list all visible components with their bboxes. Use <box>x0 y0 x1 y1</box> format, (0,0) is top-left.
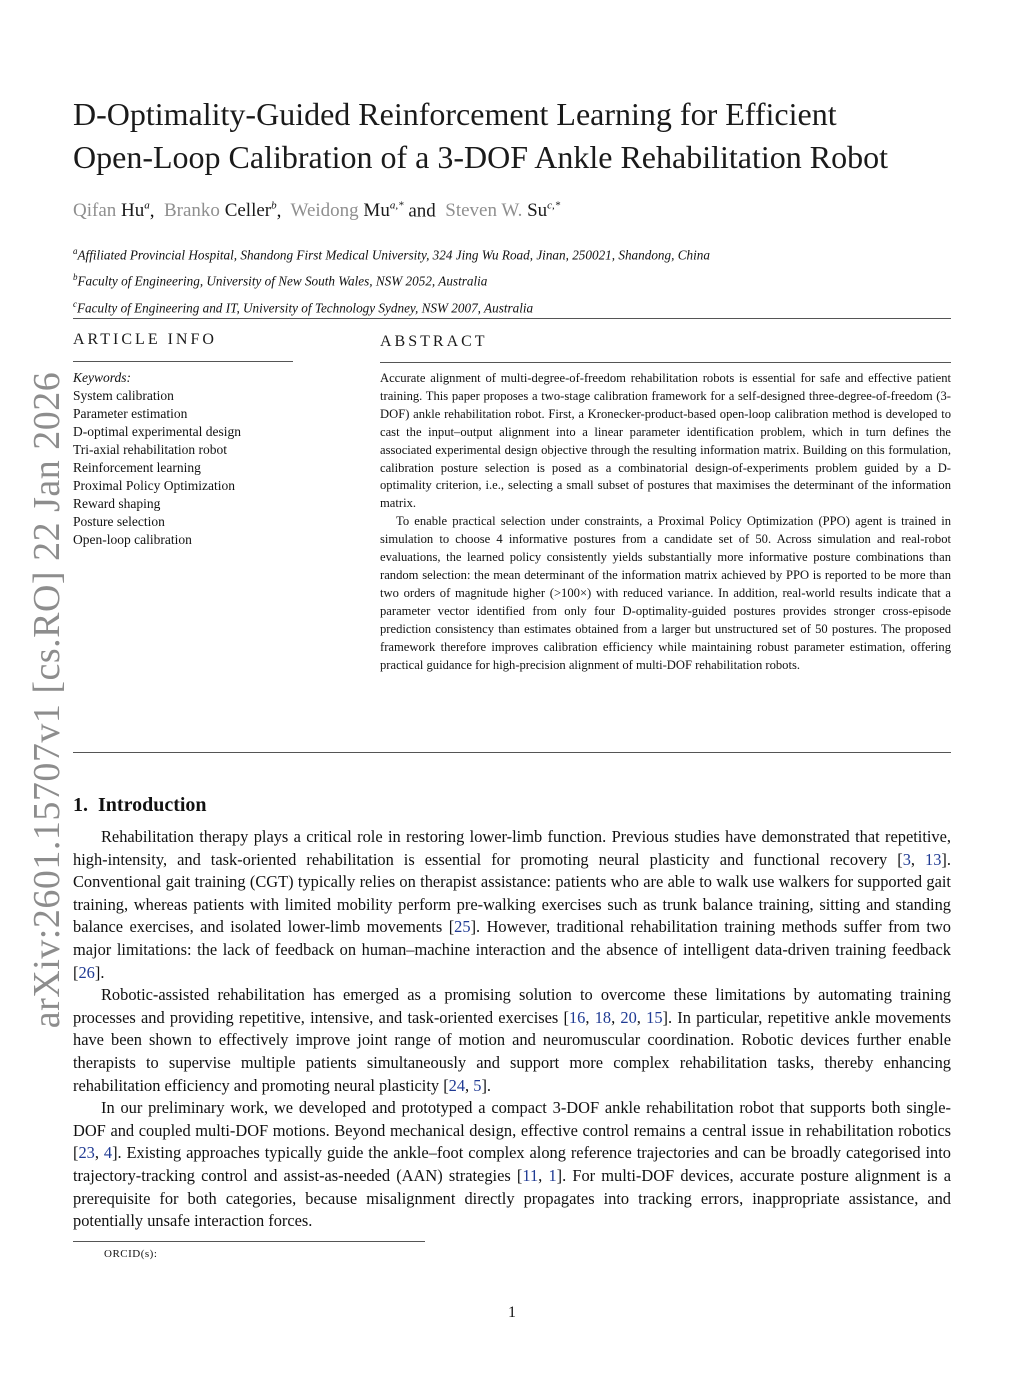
citation-link[interactable]: 1 <box>548 1165 557 1185</box>
citation-link[interactable]: 11 <box>522 1165 539 1185</box>
citation-link[interactable]: 26 <box>78 962 95 982</box>
citation-link[interactable]: 24 <box>448 1075 466 1095</box>
author-2: Branko Celler$^b$ <box>164 200 277 222</box>
citation-link[interactable]: 20 <box>620 1007 637 1027</box>
citation-link[interactable]: 18 <box>594 1007 612 1027</box>
affiliations <box>73 240 953 319</box>
keyword-item: Open-loop calibration <box>73 532 192 547</box>
keyword-item: Tri-axial rehabilitation robot <box>73 442 227 457</box>
section-title: Introduction <box>98 794 207 816</box>
abstract-divider <box>380 362 951 363</box>
keyword-item: Reinforcement learning <box>73 460 201 475</box>
citation-link[interactable]: 3 <box>902 849 911 869</box>
author-1: Qifan Hu$^a$ <box>73 200 150 222</box>
citation-link[interactable]: 5 <box>473 1075 482 1095</box>
abstract-body <box>380 370 951 674</box>
citation-link[interactable]: 13 <box>925 849 942 869</box>
abstract-paragraph-2: To enable practical selection under constraints, a Proximal Policy Optimization (PPO) agent is trained in simulation to choose 4 informative postures from a candidate set of 50. Across simulation and real-robot evaluations, the learned policy consistently yields substantially more informative posture combinations than random selection: the mean determinant of the information matrix achieved by PPO is reported to be more than two orders of magnitude higher (>100×) with reduced variance. In addition, real-world results indicate that a parameter vector identified from only four D-optimality-guided postures provides stronger cross-episode prediction consistency than estimates obtained from a larger but unstructured set of 50 postures. The proposed framework therefore improves calibration efficiency while maintaining robust parameter estimation, offering practical guidance for high-precision alignment of multi-DOF rehabilitation robots. <box>380 514 951 672</box>
citation-link[interactable]: 15 <box>646 1007 663 1027</box>
paper-title <box>73 93 953 179</box>
keyword-item: Parameter estimation <box>73 406 188 421</box>
keywords-label: Keywords: <box>73 370 131 385</box>
abstract-paragraph-1: Accurate alignment of multi-degree-of-freedom rehabilitation robots is essential for safe and effective patient training. This paper proposes a two-stage calibration framework for a self-designed three-degree-of-freedom (3-DOF) ankle rehabilitation robot. First, a Kronecker-product-based open-loop calibration method is developed to cast the input–output alignment into a linear parameter identification problem, which in turn defines the associated experimental design objective through the resulting information matrix. Building on this formulation, calibration posture selection is posed as a combinatorial design-of-experiments problem guided by a D-optimality criterion, i.e., selecting a small subset of postures that maximises the determinant of the information matrix. <box>380 371 951 511</box>
section-number: 1. <box>73 794 88 816</box>
affiliation-c: $^c$Faculty of Engineering and IT, University of Technology Sydney, NSW 2007, Australia <box>73 298 534 316</box>
author-4: Steven W. $Su^{c,*}$ <box>445 200 561 222</box>
abstract-heading: ABSTRACT <box>380 333 488 350</box>
arxiv-stamp: arXiv:2601.15707v1 [cs.RO] 22 Jan 2026 <box>26 371 68 1029</box>
citation-link[interactable]: 4 <box>103 1143 113 1163</box>
article-info-divider <box>73 361 293 362</box>
citation-link[interactable]: 16 <box>568 1007 586 1027</box>
intro-paragraph: Rehabilitation therapy plays a critical role in restoring lower-limb function. Previous studies have demonstrated that repetitive, high-intensity, and task-oriented rehabilitation is essential for promoting neural plasticity and functional recovery [3, 13]. Conventional gait training (CGT) typically relies on therapist assistance: patients who are able to walk use walkers for supported gait training, whereas patients with limited mobility perform pre-walking exercises such as trunk balance training, sitting and standing balance exercises, and isolated lower-limb movements [25]. However, traditional rehabilitation training methods suffer from two major limitations: the lack of feedback on human–machine interaction and the absence of intelligent data-driven training feedback [26]. <box>73 827 951 982</box>
keyword-item: System calibration <box>73 388 174 403</box>
citation-link[interactable]: 23 <box>78 1143 95 1163</box>
keyword-item: Proximal Policy Optimization <box>73 478 235 493</box>
section-heading-introduction <box>73 794 217 817</box>
keyword-item: D-optimal experimental design <box>73 424 241 439</box>
title-line-2: Open-Loop Calibration of a 3-DOF Ankle Rehabilitation Robot <box>73 139 888 175</box>
article-info-heading: ARTICLE INFO <box>73 331 217 348</box>
intro-paragraph: In our preliminary work, we developed and prototyped a compact 3-DOF ankle rehabilitation robot that supports both single-DOF and coupled multi-DOF motions. Beyond mechanical design, effective control remains a central issue in rehabilitation robotics [23, 4]. Existing approaches typically guide the ankle–foot complex along reference trajectories and can be broadly categorised into trajectory-tracking control and assist-as-needed (AAN) strategies [11, 1]. For multi-DOF devices, accurate posture alignment is a prerequisite for both categories, because misalignment directly propagates into tracking errors, inappropriate assistance, and potentially unsafe interaction forces. <box>73 1098 952 1231</box>
keyword-item: Reward shaping <box>73 496 161 511</box>
affiliation-b: $^b$Faculty of Engineering, University of New South Wales, NSW 2052, Australia <box>73 272 488 289</box>
introduction-body <box>73 826 951 1233</box>
intro-paragraph: Robotic-assisted rehabilitation has emerged as a promising solution to overcome these limitations by automating training processes and providing repetitive, intensive, and task-oriented exercises [16, 18, 20, 15]. In particular, repetitive ankle movements have been shown to effectively improve joint range of motion and neuromuscular coordination. Robotic devices further enable therapists to supervise multiple patients simultaneously and support more complex rehabilitation tasks, thereby enhancing rehabilitation efficiency and promoting neural plasticity [24, 5]. <box>73 985 951 1095</box>
title-line-1: D-Optimality-Guided Reinforcement Learning for Efficient <box>73 96 837 132</box>
authors-and: and <box>408 200 436 222</box>
affiliation-a: $^a$Affiliated Provincial Hospital, Shandong First Medical University, 324 Jing Wu Road, Jinan, 250021, Shandong, China <box>73 246 710 263</box>
author-3: Weidong $Mu^{a,*}$ <box>290 200 404 222</box>
header-divider <box>73 318 951 319</box>
keywords-list <box>73 369 293 549</box>
abstract-end-divider <box>73 752 951 753</box>
orcid-footnote: ORCID(s): <box>104 1248 158 1260</box>
citation-link[interactable]: 25 <box>454 917 471 937</box>
author-list: Qifan Hu$^a$, Branko Celler$^b$, Weidong $Mu^{a,*}$ and Steven W. $Su^{c,*}$ <box>73 200 561 222</box>
keyword-item: Posture selection <box>73 514 165 529</box>
footnote-divider <box>73 1241 425 1242</box>
page-number: 1 <box>508 1304 516 1321</box>
